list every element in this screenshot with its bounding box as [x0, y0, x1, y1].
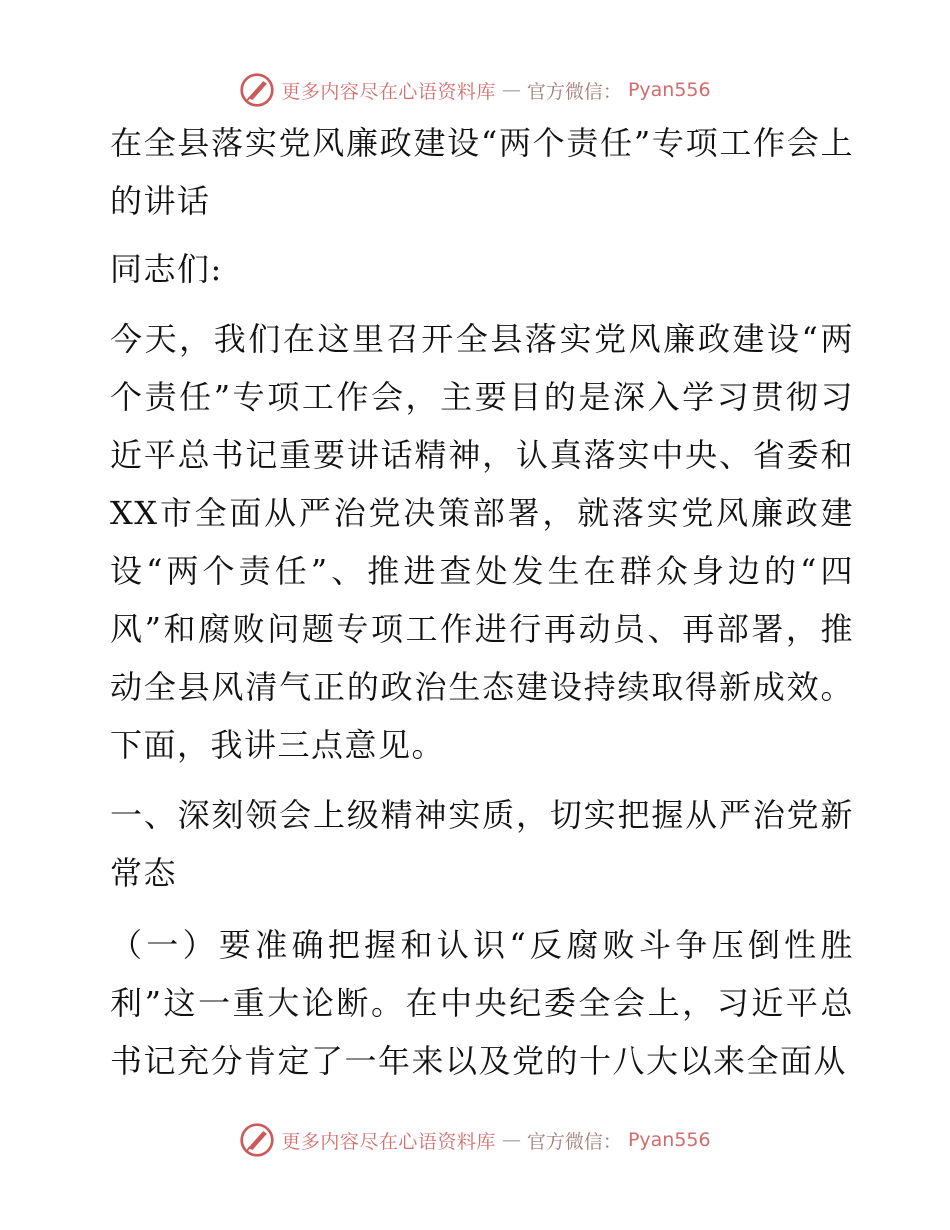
subsection-paragraph: （一）要准确把握和认识“反腐败斗争压倒性胜利”这一重大论断。在中央纪委全会上，习近平总书记充分肯定了一年来以及党的十八大以来全面从: [110, 926, 854, 1080]
watermark-text: 更多内容尽在心语资料库: [281, 80, 496, 103]
watermark-separator: —: [501, 1129, 521, 1151]
intro-paragraph: 今天，我们在这里召开全县落实党风廉政建设“两个责任”专项工作会，主要目的是深入学习贯彻习近平总书记重要讲话精神，认真落实中央、省委和XX市全面从严治党决策部署，就落实党风廉政建设“两个责任”、推进查处发生在群众身边的“四风”和腐败问题专项工作进行再动员、再部署，推动全县风清气正的政治生态建设持续取得新成效。下面，我讲三点意见。: [110, 320, 854, 764]
watermark-banner-bottom: [0, 1118, 950, 1162]
salutation: 同志们:: [110, 250, 223, 288]
feather-pen-badge-icon: [239, 1122, 275, 1158]
document-title: 在全县落实党风廉政建设“两个责任”专项工作会上的讲话: [110, 124, 854, 220]
watermark-channel-label: 官方微信：: [526, 1130, 622, 1153]
watermark-separator: —: [501, 79, 521, 101]
watermark-channel-label: 官方微信：: [526, 80, 622, 103]
watermark-wechat-id: Pyan556: [627, 1129, 711, 1151]
feather-pen-badge-icon: [239, 72, 275, 108]
watermark-text: 更多内容尽在心语资料库: [281, 1130, 496, 1153]
document-body: [98, 114, 854, 1090]
section-heading: 一、深刻领会上级精神实质，切实把握从严治党新常态: [110, 796, 854, 892]
watermark-wechat-id: Pyan556: [627, 79, 711, 101]
watermark-banner-top: [0, 68, 950, 112]
